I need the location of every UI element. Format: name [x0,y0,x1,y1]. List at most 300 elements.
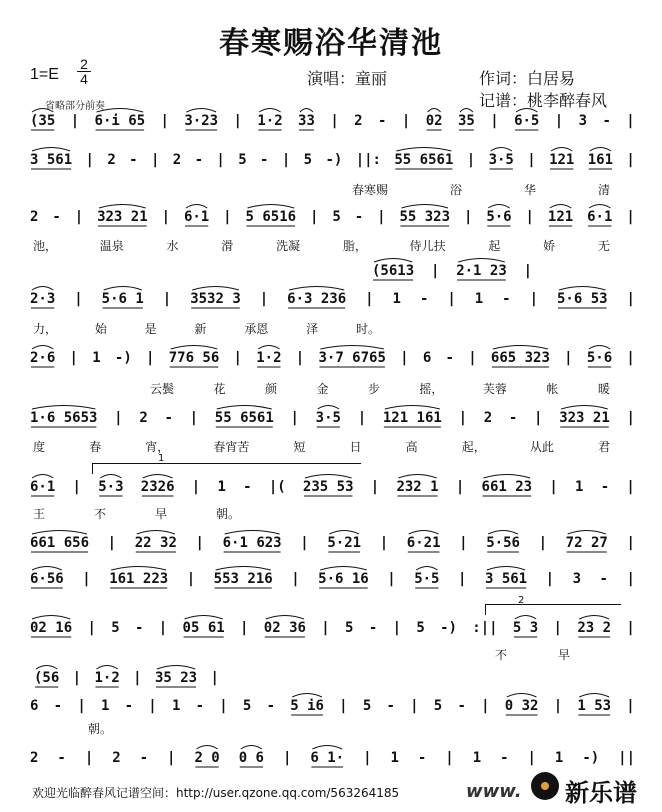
barline: | [626,113,635,129]
note-group: 1·2 [257,113,283,129]
barline: | [553,620,562,636]
barline: | [85,152,94,168]
lyric-word: 摇， [419,382,444,396]
note-group: - [243,479,252,495]
lyric-word: 水 [166,239,179,253]
barline: :|| [472,620,498,636]
note-group: 3 561 [484,571,528,587]
note-group: 5·3 [98,479,124,495]
note-group: 3·5 [315,410,341,426]
note-group: 5 [242,698,252,714]
slur-arc [104,287,142,291]
record-logo-icon [531,772,559,800]
note-group: 1 [100,698,110,714]
lyric-word: 早 [557,648,570,662]
score-row [30,535,635,551]
note-group: - [57,750,66,766]
note-group: 02 36 [263,620,306,636]
note-group: 5·6 16 [318,571,369,587]
slur-arc [487,567,525,571]
slur-arc [458,259,505,263]
slur-arc [589,346,610,350]
slur-arc [305,475,352,479]
lyricist-credit: 作词：白居易 [479,69,576,88]
barline: |( [268,479,286,495]
note-group: 3532 3 [190,291,241,307]
note-group: 5·6 [586,350,613,366]
barline: | [538,535,548,551]
barline: | [527,750,536,766]
note-group: - [500,750,509,766]
score-row [30,350,635,366]
note-group: 5 [362,698,372,714]
note-group: 121 [549,152,575,168]
barline: | [626,410,635,426]
score-row [30,152,635,168]
slur-arc [398,475,436,479]
note-group: 05 61 [182,620,225,636]
slur-arc [258,346,279,350]
lyric-word: 王 [33,507,46,521]
lyric-word: 高 [405,440,418,454]
lyric-word: 承恩 [244,322,269,336]
barline: | [219,698,228,714]
slur-arc [99,205,146,209]
barline: | [626,152,635,168]
barline: | [146,350,155,366]
barline: | [430,263,440,279]
barline: | [387,571,396,587]
note-group: 2 [107,152,116,168]
note-group: 5 [433,698,443,714]
barline: | [216,152,225,168]
note-group: 1 [474,291,484,307]
barline: | [191,479,201,495]
note-group: - [135,620,144,636]
note-group: 3·7 6765 [318,350,386,366]
barline: | [162,291,172,307]
time-sig-top: 2 [80,56,88,72]
lyric-word: 洗凝 [276,239,301,253]
note-group: 1·6 5653 [30,410,98,426]
lyric-word: 不 [495,648,508,662]
slur-arc [137,531,175,535]
key-label: 1=E [30,66,59,83]
note-group: 2 [30,209,39,225]
lyric-word: 时。 [355,322,380,336]
note-group: -) [440,620,457,636]
slur-arc [143,475,173,479]
slur-arc [329,531,359,535]
note-group: 2 [139,410,148,426]
barline: || [618,750,635,766]
slur-arc [266,616,304,620]
barline: | [527,152,536,168]
note-group: - [502,291,511,307]
score-row [30,479,635,495]
barline: | [379,535,389,551]
barline: | [377,209,386,225]
lyric-word: 春宵苦 [213,440,250,454]
lyric-word: 脂， [342,239,367,253]
slur-arc [561,406,608,410]
note-group: 1 [554,750,564,766]
lyric-word: 从此 [529,440,554,454]
barline: | [458,410,468,426]
slur-arc [374,259,412,263]
note-group: 6·56 [30,571,64,587]
note-group: 5 [238,152,247,168]
slur-arc [396,148,451,152]
barline: | [392,620,402,636]
note-group: 55 6561 [214,410,274,426]
barline: | [114,410,123,426]
barline: | [74,209,84,225]
barline: | [365,291,374,307]
score-row [30,113,635,129]
slur-arc [32,531,87,535]
score-row [30,620,635,636]
lyric-row [33,320,380,337]
slur-arc [157,666,195,670]
note-group: 5 i6 [290,698,324,714]
note-group: 661 23 [481,479,533,495]
note-group: 2 [483,410,493,426]
note-group: 661 656 [30,535,90,551]
lyric-word: 无 [597,239,610,253]
barline: | [466,152,476,168]
note-group: 5·6 [486,209,512,225]
barline: | [445,750,454,766]
note-group: 6·21 [406,535,441,551]
note-group: 3 561 [30,152,73,168]
barline: | [529,291,539,307]
note-group: - [599,571,608,587]
lyric-word: 步 [367,382,380,396]
lyric-word: 华 [523,183,536,197]
slur-arc [192,287,239,291]
note-group: 3 [578,113,588,129]
barline: | [77,698,86,714]
note-group: - [419,291,429,307]
lyric-word: 颜 [264,382,277,396]
lyric-word: 度 [33,440,46,454]
lyric-word: 温泉 [99,239,124,253]
barline: | [87,620,96,636]
lyric-word: 池， [33,239,58,253]
note-group: 5·56 [486,535,520,551]
barline: | [233,113,242,129]
lyric-word: 新 [194,322,207,336]
lyric-word: 花 [213,382,226,396]
note-group: 6·5 [514,113,540,129]
slur-arc [171,346,218,350]
slur-arc [416,567,437,571]
note-group: 1 [217,479,226,495]
barline: | [481,698,490,714]
barline: | [195,535,204,551]
barline: | [259,291,269,307]
slur-arc [579,616,609,620]
note-group: 35 [457,113,475,129]
barline: | [107,535,117,551]
note-group: 161 [587,152,614,168]
lyric-word: 起 [488,239,501,253]
note-group: 2 [172,152,182,168]
note-group: 2326 [140,479,175,495]
slur-arc [312,746,342,750]
lyric-word: 帐 [546,382,559,396]
score-row [30,209,635,225]
barline: | [626,350,635,366]
note-group: 6·3 236 [287,291,347,307]
note-group: 6·1 [587,209,613,225]
barline: | [133,670,142,686]
barline: | [553,698,563,714]
note-group: 665 323 [490,350,550,366]
slur-arc [385,406,440,410]
slur-arc [428,109,441,113]
note-group: 72 27 [565,535,608,551]
barline: | [468,350,477,366]
note-group: 776 56 [168,350,220,366]
note-group: 232 1 [396,479,439,495]
slur-arc [568,531,606,535]
time-signature [77,57,91,86]
slur-arc [515,616,536,620]
slur-arc [289,287,344,291]
lyric-row [33,505,240,522]
lyric-word: 起， [461,440,486,454]
score-row [30,750,635,766]
note-group: 6·i 65 [94,113,146,129]
slur-arc [409,531,439,535]
barline: | [330,113,339,129]
barline: | [321,620,330,636]
note-group: 5·6 1 [101,291,144,307]
note-group: -) [325,152,343,168]
insert-row [372,263,532,279]
lyric-word: 宵， [145,440,170,454]
slur-arc [100,475,121,479]
lyric-word: 金 [316,382,329,396]
barline: | [463,209,473,225]
barline: | [400,350,409,366]
slur-arc [318,406,339,410]
note-group: - [354,209,364,225]
lyric-word: 云鬓 [150,382,175,396]
note-group: - [129,152,138,168]
footer-text: 欢迎光临醉春风记谱空间：http://user.qzone.qq.com/563264185 [32,786,400,800]
barline: | [626,620,635,636]
barline: | [210,670,219,686]
insert-row [34,670,219,686]
slur-arc [32,287,53,291]
note-group: 235 53 [302,479,354,495]
intro-note: 省略部分前奏 [45,101,105,112]
note-group: 323 21 [559,410,610,426]
lyric-word: 清 [597,183,610,197]
lyric-word: 春寒赐 [352,183,389,197]
slur-arc [579,694,609,698]
lyric-word: 早 [154,507,167,521]
barline: | [458,571,467,587]
barline: | [150,152,160,168]
barline: | [84,750,94,766]
slur-arc [550,205,571,209]
lyric-word: 滑 [221,239,234,253]
note-group: - [139,750,149,766]
barline: | [447,291,456,307]
slur-arc [196,746,217,750]
note-group: 5 [345,620,354,636]
note-group: 1·2 [94,670,120,686]
volta-label-2: 2 [518,595,525,606]
note-group: - [386,698,395,714]
lyric-row [150,380,610,397]
note-group: (35 [30,113,56,129]
note-group: 121 161 [382,410,442,426]
site-logo-text: 新乐谱 [565,779,637,807]
volta-bracket-1 [92,463,361,474]
note-group: - [457,698,466,714]
lyric-word: 暖 [597,382,610,396]
note-group: 2·3 [30,291,56,307]
barline: | [72,479,81,495]
note-group: 553 216 [213,571,273,587]
slur-arc [320,346,383,350]
lyric-word: 不 [93,507,106,521]
slur-arc [551,148,572,152]
note-group: - [368,620,378,636]
lyric-row [33,237,610,254]
lyric-word: 始 [94,322,107,336]
barline: | [160,113,169,129]
barline: | [70,113,80,129]
note-group: -) [114,350,132,366]
slur-arc [36,666,57,670]
slur-arc [559,287,606,291]
note-group: 6 1· [310,750,345,766]
note-group: 6 [422,350,432,366]
barline: | [490,113,499,129]
note-group: - [52,209,61,225]
slur-arc [32,567,62,571]
note-group: 1 [171,698,181,714]
note-group: 35 23 [154,670,198,686]
barline: | [82,571,91,587]
note-group: 6·1 623 [222,535,282,551]
note-group: - [53,698,63,714]
watermark-www: www. [466,781,522,802]
lyric-word: 君 [597,440,610,454]
barline: | [564,350,573,366]
note-group: - [194,152,204,168]
barline: | [339,698,348,714]
slur-arc [186,109,216,113]
barline: | [626,209,635,225]
note-group: 55 323 [399,209,451,225]
slur-arc [241,746,262,750]
note-group: - [378,113,387,129]
slur-arc [32,475,53,479]
note-group: 2·1 23 [456,263,507,279]
time-sig-bottom: 4 [80,71,88,87]
barline: | [455,479,465,495]
lyric-word: 浴 [449,183,462,197]
slur-arc [493,346,548,350]
slur-arc [32,148,70,152]
note-group: 1 53 [577,698,612,714]
barline: | [186,571,196,587]
note-group: 6·1 [183,209,210,225]
barline: | [357,410,367,426]
lyric-word: 芙蓉 [482,382,507,396]
lyric-word: 泽 [306,322,319,336]
lyric-word: 侍儿扶 [409,239,446,253]
note-group: 33 [298,113,315,129]
barline: | [626,571,635,587]
score-row [30,698,635,714]
lyric-row [352,181,610,198]
barline: | [554,113,564,129]
slur-arc [216,567,271,571]
note-group: 1 [92,350,101,366]
note-group: (56 [34,670,60,686]
slur-arc [96,666,117,670]
note-group: 23 2 [577,620,612,636]
volta-label-1: 1 [158,453,165,464]
slur-arc [491,148,512,152]
note-group: 3·23 [184,113,219,129]
slur-arc [248,205,295,209]
slur-arc [32,616,70,620]
lyric-row [495,646,570,663]
barline: | [410,698,419,714]
note-group: - [266,698,275,714]
barline: | [459,535,468,551]
barline: | [189,410,199,426]
slur-arc [32,346,53,350]
slur-arc [488,531,518,535]
score-row [30,291,635,307]
note-group: 5 [416,620,425,636]
key-signature [30,66,59,84]
note-group: 02 16 [30,620,73,636]
barline: | [223,209,232,225]
barline: | [282,750,292,766]
volta-bracket-2 [485,604,621,615]
note-group: 55 6561 [394,152,454,168]
score-row [30,571,635,587]
note-group: - [602,113,611,129]
barline: | [525,209,534,225]
note-group: 6 [30,698,39,714]
slur-arc [589,205,610,209]
note-group: 1 [390,750,399,766]
lyric-word: 短 [293,440,306,454]
lyric-row [33,438,610,455]
singer-credit: 演唱：童丽 [307,69,388,88]
barline: | [626,698,635,714]
note-group: - [195,698,205,714]
note-group: 3·5 [488,152,514,168]
note-group: 5 [111,620,120,636]
score-row [30,410,635,426]
lyric-word: 娇 [543,239,556,253]
barline: | [626,479,635,495]
barline: | [281,152,291,168]
